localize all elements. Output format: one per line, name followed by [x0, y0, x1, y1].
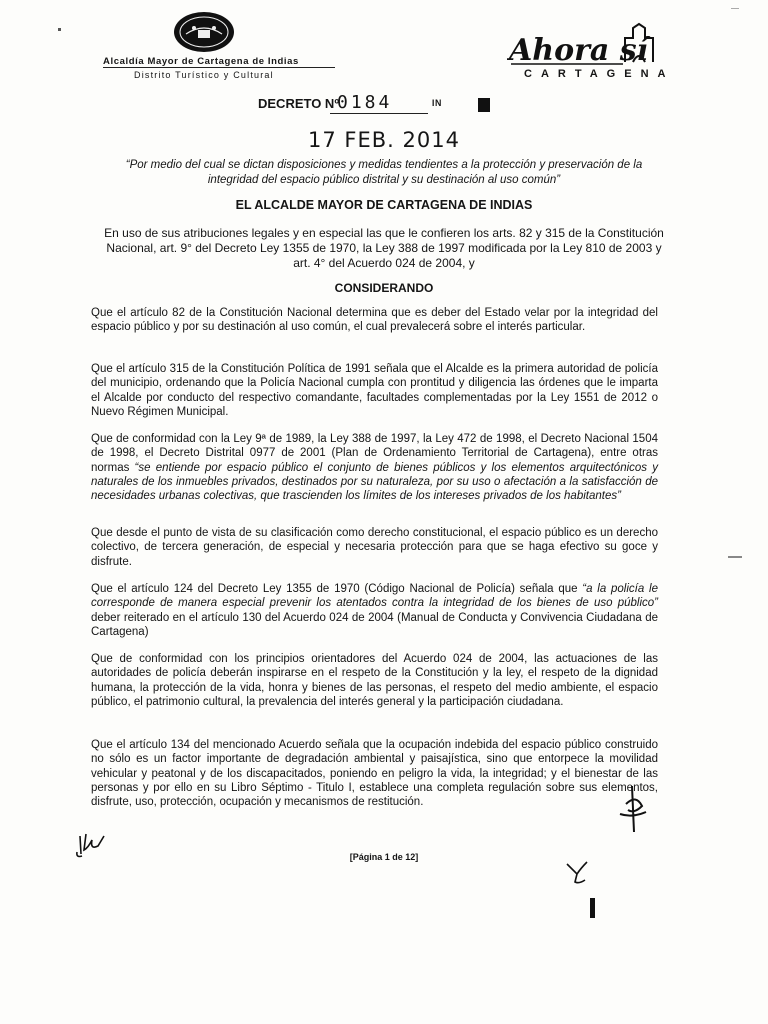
- page-footer: [Página 1 de 12]: [349, 852, 419, 862]
- signature-scribble-icon: [612, 784, 652, 834]
- paragraph-5: [91, 582, 658, 639]
- brand-city: CARTAGENA: [524, 68, 675, 80]
- initials-mark-icon: [74, 828, 108, 860]
- paragraph-4: Que desde el punto de vista de su clasificación como derecho constitucional, el espacio público es un derecho colectivo, de tercera generación, de especial y necesaria protección para que se haga efectivo su goce y disfrute.: [91, 527, 658, 568]
- paragraph-5-tail: deber reiterado en el artículo 130 del Acuerdo 024 de 2004 (Manual de Conducta y Convivencia Ciudadana de Cartagena): [91, 611, 658, 638]
- ink-stroke: [590, 898, 595, 918]
- ahora-si-logo: [507, 22, 657, 68]
- decree-number: 0184: [337, 92, 393, 113]
- decree-date: 17 FEB. 2014: [308, 128, 460, 152]
- paragraph-3-text: Que de conformidad con la Ley 9ª de 1989, la Ley 388 de 1997, la Ley 472 de 1998, el Decreto Nacional 1504 de 1998, el Decreto Distrital 0977 de 2001 (Plan de Ordenamiento Territorial de Cartagena), entre otras normas: [91, 433, 658, 474]
- paragraph-7: Que el artículo 134 del mencionado Acuerdo señala que la ocupación indebida del espacio público construido no sólo es un factor importante de degradación ambiental y paisajística, sino que entorpece la movilidad vehicular y peatonal y de los discapacitados, poniendo en peligro la vida, la integridad; y el bienestar de las personas y por ello en su Libro Séptimo - Titulo I, establece una completa regulación sobre sus elementos, disfrute, uso, protección, ocupación y mecanismos de restitución.: [91, 739, 658, 809]
- paragraph-2: Que el artículo 315 de la Constitución Política de 1991 señala que el Alcalde es la primera autoridad de policía del municipio, ordenando que la Policía Nacional cumpla con prontitud y diligencia las órdenes que le imparta el Alcalde por conducto del respectivo comandante, facultades complementadas por la Ley 1551 de 2012 o Nuevo Régimen Municipal.: [91, 363, 658, 418]
- decree-underline: [330, 113, 428, 114]
- paragraph-5-quote: “a la policía le corresponde de manera especial prevenir los atentados contra la integridad de los bienes de uso público”: [91, 583, 658, 610]
- institution-name: Alcaldía Mayor de Cartagena de Indias: [103, 56, 299, 67]
- paragraph-5-text: Que el artículo 124 del Decreto Ley 1355 de 1970 (Código Nacional de Policía) señala que: [91, 583, 583, 595]
- institution-subtitle: Distrito Turístico y Cultural: [134, 70, 274, 80]
- legal-basis: En uso de sus atribuciones legales y en especial las que le confieren los arts. 82 y 315 de la Constitución Nacional, art. 9° del Decreto Ley 1355 de 1970, la Ley 388 de 1997 modificada por la Ley 810 de 2003 y art. 4° del Acuerdo 024 de 2004, y: [104, 226, 664, 270]
- brand-script: Ahora sí: [509, 33, 649, 68]
- paragraph-3: [91, 432, 658, 503]
- scan-mark: [731, 8, 739, 9]
- check-mark-icon: [565, 860, 589, 886]
- paragraph-1: Que el artículo 82 de la Constitución Nacional determina que es deber del Estado velar por la integridad del espacio público y por su destinación al uso común, el cual prevalecerá sobre el interés particular.: [91, 307, 658, 334]
- authority-heading: EL ALCALDE MAYOR DE CARTAGENA DE INDIAS: [235, 198, 533, 212]
- scan-mark: [728, 556, 742, 558]
- paragraph-3-quote: “se entiende por espacio público el conjunto de bienes públicos y los elementos arquitectónicos y naturales de los inmuebles privados, destinados por su naturaleza, por su uso o afectación a la satisfacción de necesidades urbanas colectivas, que trascienden los límites de los intereses privados de los habitantes”: [91, 461, 658, 503]
- paragraph-6: Que de conformidad con los principios orientadores del Acuerdo 024 de 2004, las actuaciones de las autoridades de policía deberán inspirarse en el respeto de la Constitución y la ley, el respeto de la dignidad humana, la protección de la vida, honra y bienes de las personas, el respeto del medio ambiente, el espacio público, el patrimonio cultural, la prevalencia del interés general y la participación ciudadana.: [91, 653, 658, 708]
- decree-epigraph: “Por medio del cual se dictan disposiciones y medidas tendientes a la protección y preservación de la integridad del espacio público distrital y su destinación al uso común”: [125, 159, 643, 186]
- header-rule: [103, 67, 335, 68]
- city-seal-icon: [172, 10, 236, 54]
- ink-blot: [478, 98, 490, 112]
- scan-dot: [58, 28, 61, 31]
- decree-stamp-mark: ᴵᴺ: [432, 97, 442, 112]
- considering-heading: CONSIDERANDO: [334, 281, 434, 295]
- decree-label: DECRETO Nº: [258, 96, 340, 111]
